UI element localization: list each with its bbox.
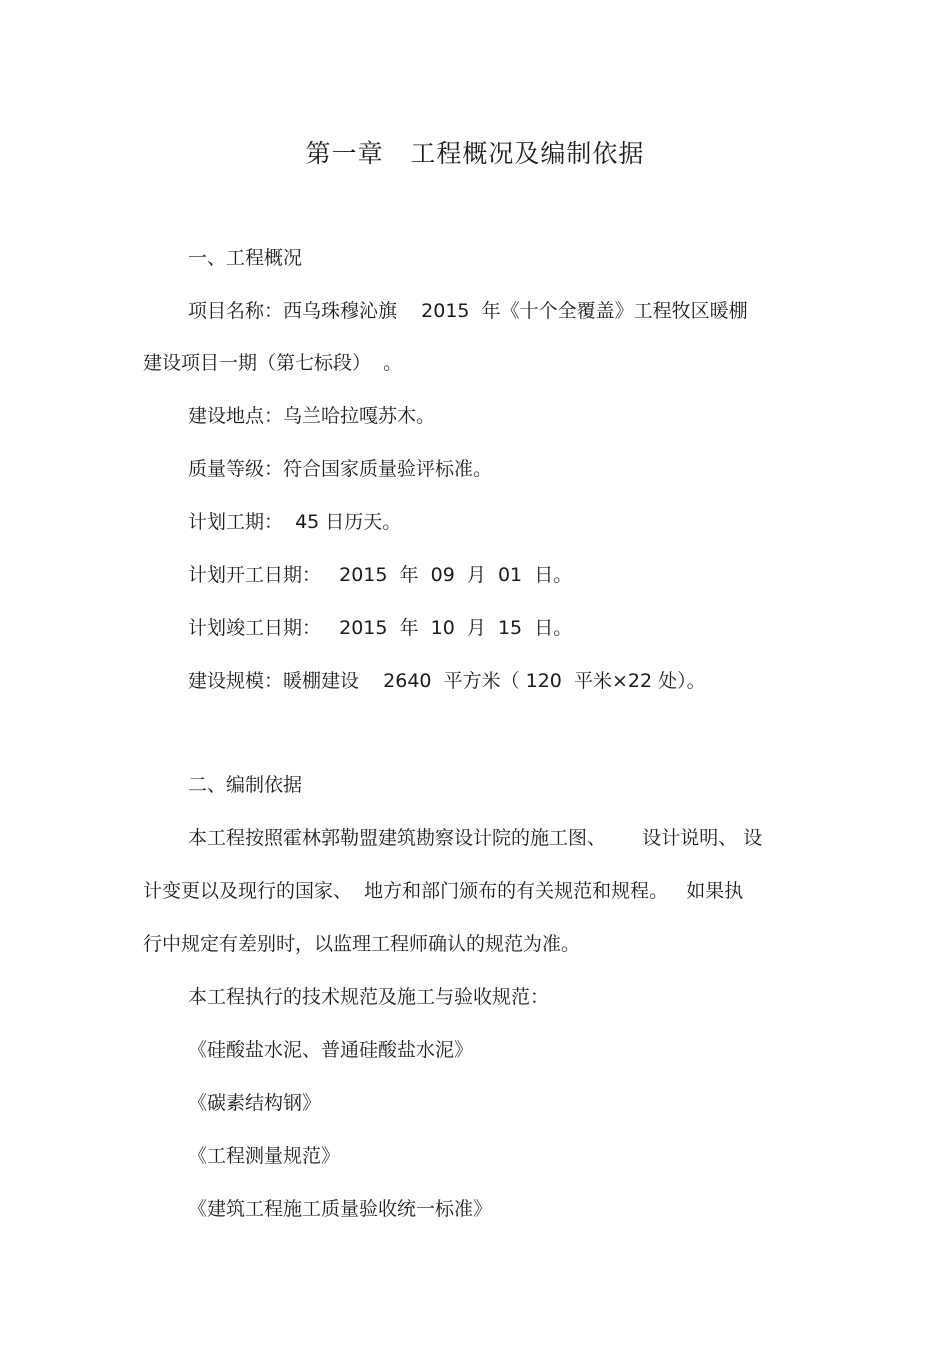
duration-line: 计划工期： 45 日历天。 [188, 511, 402, 533]
project-name-line-2: 建设项目一期（第七标段） 。 [143, 352, 403, 374]
standard-item: 《碳素结构钢》 [188, 1092, 322, 1114]
standard-item: 《硅酸盐水泥、普通硅酸盐水泥》 [188, 1039, 474, 1061]
location-line: 建设地点：乌兰哈拉嘎苏木。 [188, 405, 436, 427]
project-name-line-1: 项目名称：西乌珠穆沁旗 2015 年《十个全覆盖》工程牧区暖棚 [188, 300, 748, 322]
quality-line: 质量等级：符合国家质量验评标准。 [188, 458, 493, 480]
basis-paragraph-line-1: 本工程按照霍林郭勒盟建筑勘察设计院的施工图、 设计说明、 设 [188, 827, 763, 849]
end-date-line: 计划竣工日期： 2015 年 10 月 15 日。 [188, 617, 573, 639]
section-heading-overview: 一、工程概况 [188, 247, 303, 269]
basis-paragraph-line-2: 计变更以及现行的国家、 地方和部门颁布的有关规范和规程。 如果执 [143, 880, 744, 902]
basis-paragraph-line-3: 行中规定有差别时，以监理工程师确认的规范为准。 [143, 933, 581, 955]
standard-item: 《工程测量规范》 [188, 1145, 341, 1167]
start-date-line: 计划开工日期： 2015 年 09 月 01 日。 [188, 564, 573, 586]
section-heading-basis: 二、编制依据 [188, 774, 303, 796]
scale-line: 建设规模：暖棚建设 2640 平方米（ 120 平米×22 处）。 [188, 670, 706, 692]
standard-item: 《建筑工程施工质量验收统一标准》 [188, 1198, 493, 1220]
standards-intro: 本工程执行的技术规范及施工与验收规范： [188, 986, 550, 1008]
chapter-title: 第一章 工程概况及编制依据 [305, 139, 645, 168]
